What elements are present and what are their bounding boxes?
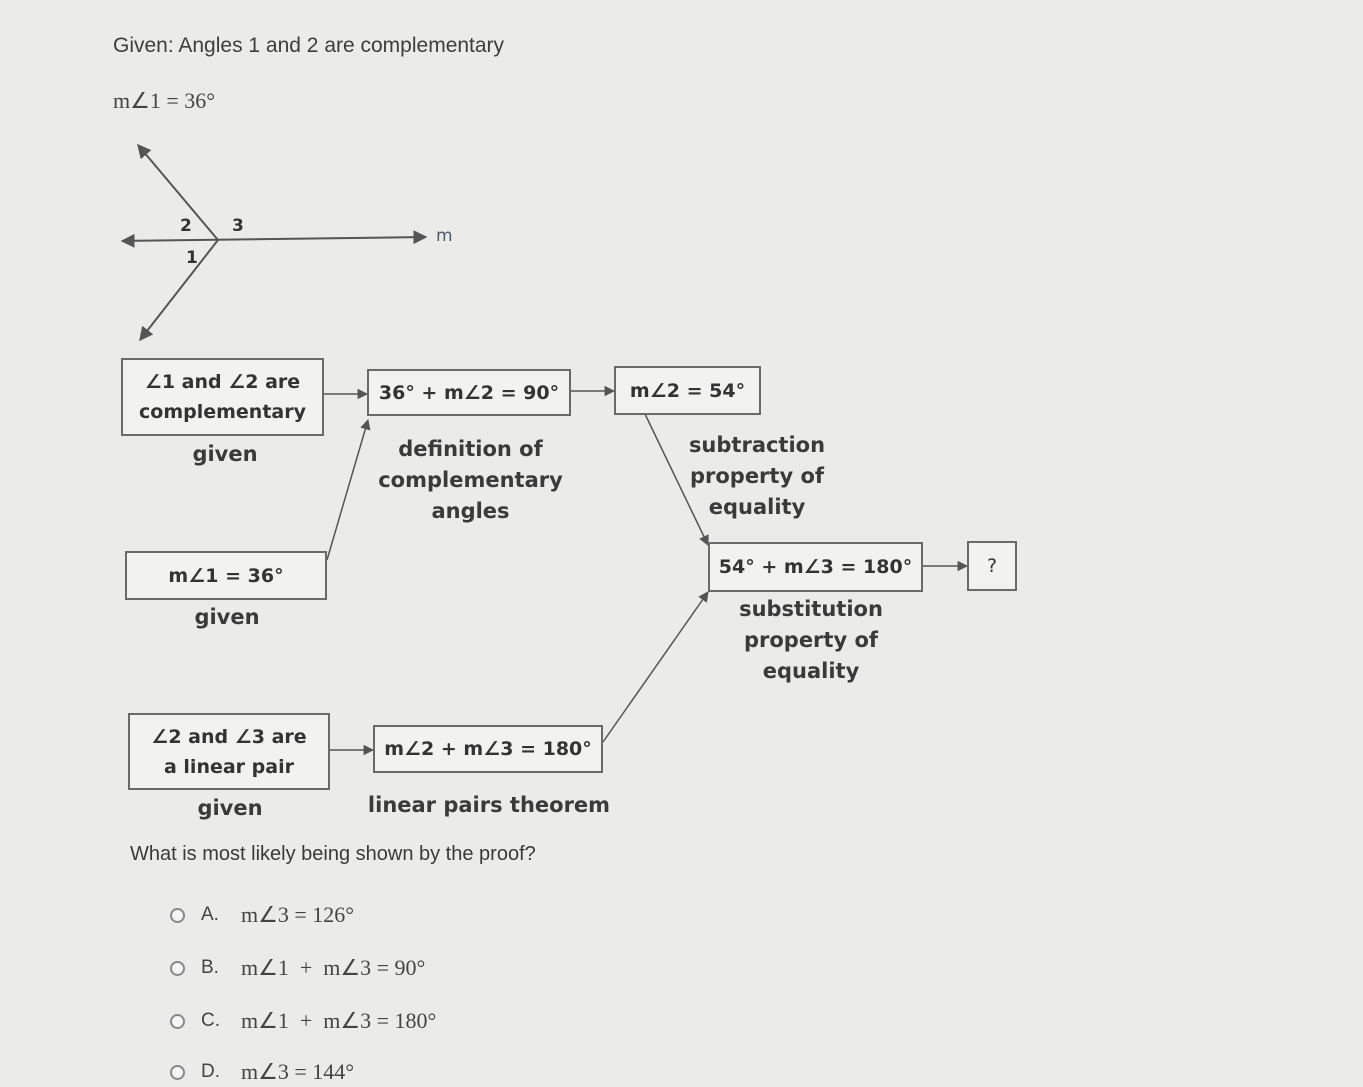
reason-definition-complementary: definition of complementary angles bbox=[378, 437, 563, 523]
connector-sum180-to-sum180sub bbox=[603, 592, 708, 742]
angle-figure bbox=[122, 145, 426, 340]
option-c-letter: C. bbox=[201, 1010, 220, 1031]
question-prompt: What is most likely being shown by the proof? bbox=[130, 843, 536, 865]
ray-upper bbox=[138, 145, 218, 240]
reason-substitution-property: substitution property of equality bbox=[739, 597, 883, 683]
connector-m1-to-sum90 bbox=[327, 420, 368, 560]
reason-given-3: given bbox=[197, 796, 263, 820]
option-d-letter: D. bbox=[201, 1061, 220, 1082]
option-b-letter: B. bbox=[201, 957, 219, 978]
box-complementary: ∠1 and ∠2 are complementary bbox=[121, 358, 324, 436]
given-measure: m∠1 = 36° bbox=[113, 88, 216, 113]
angle-label-1: 1 bbox=[186, 248, 198, 268]
reason-linear-pairs-theorem: linear pairs theorem bbox=[367, 793, 611, 817]
reason-subtraction-property: subtraction property of equality bbox=[688, 433, 826, 519]
line-m bbox=[122, 237, 426, 241]
option-a-expression: m∠3 = 126° bbox=[241, 902, 355, 927]
ray-lower bbox=[140, 240, 218, 340]
option-c-expression: m∠1 + m∠3 = 180° bbox=[241, 1008, 437, 1033]
angle-label-3: 3 bbox=[232, 216, 244, 236]
option-c[interactable] bbox=[170, 1006, 436, 1036]
radio-c[interactable] bbox=[170, 1014, 185, 1029]
angle-label-2: 2 bbox=[180, 216, 192, 236]
radio-d[interactable] bbox=[170, 1065, 185, 1080]
radio-a[interactable] bbox=[170, 908, 185, 923]
box-sum-90: 36° + m∠2 = 90° bbox=[367, 369, 571, 416]
radio-b[interactable] bbox=[170, 961, 185, 976]
given-statement: Given: Angles 1 and 2 are complementary bbox=[113, 34, 505, 57]
box-m2-54: m∠2 = 54° bbox=[614, 366, 761, 415]
box-sum-180-substituted: 54° + m∠3 = 180° bbox=[708, 542, 923, 592]
option-a-letter: A. bbox=[201, 904, 219, 925]
option-a[interactable] bbox=[170, 900, 354, 930]
line-label-m: m bbox=[436, 226, 453, 246]
box-linear-pair: ∠2 and ∠3 are a linear pair bbox=[128, 713, 330, 790]
option-d-expression: m∠3 = 144° bbox=[241, 1059, 355, 1084]
option-b[interactable] bbox=[170, 953, 425, 983]
box-m1-36: m∠1 = 36° bbox=[125, 551, 327, 600]
option-b-expression: m∠1 + m∠3 = 90° bbox=[241, 955, 426, 980]
box-sum-180: m∠2 + m∠3 = 180° bbox=[373, 725, 603, 773]
reason-given-2: given bbox=[194, 605, 260, 629]
box-unknown: ? bbox=[967, 541, 1017, 591]
reason-given-1: given bbox=[192, 442, 258, 466]
